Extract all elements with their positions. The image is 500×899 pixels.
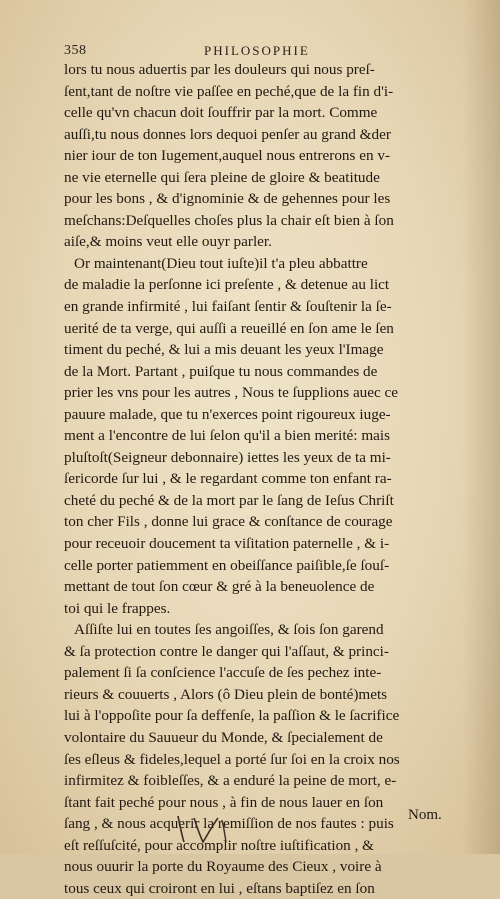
text-line: meſchans:Deſquelles choſes plus la chair eſt bien à ſon (64, 211, 394, 229)
text-line: pluſtoſt(Seigneur debonnaire) iettes les yeux de ta mi- (64, 448, 391, 466)
body-text (64, 59, 454, 899)
text-line: de maladie la perſonne ici preſente , & detenue au lict (64, 276, 390, 294)
text-line: en grande infirmité , lui faiſant ſentir & ſouſtenir la ſe- (64, 298, 392, 316)
text-line: mettant de tout ſon cœur & gré à la beneuolence de (64, 578, 375, 596)
text-line: pauure malade, que tu n'exerces point rigoureux iuge- (64, 405, 391, 423)
page-number: 358 (64, 43, 87, 58)
text-line: nous ouurir la porte du Royaume des Cieux , voire à (64, 858, 382, 876)
text-line: celle qu'vn chacun doit ſouffrir par la mort. Comme (64, 104, 378, 122)
text-line: aiſe,& moins veut elle ouyr parler. (64, 233, 272, 251)
text-line: ſent,tant de noſtre vie paſſee en peché,que de la fin d'i- (64, 82, 394, 100)
text-line: ne vie eternelle qui ſera pleine de gloire & beatitude (64, 168, 380, 186)
text-line: & ſa protection contre le danger qui l'aſſaut, & princi- (64, 642, 389, 660)
text-line: palement ſi ſa conſcience l'accuſe de ſes pechez inte- (64, 664, 382, 682)
text-line: eſt reſſuſcité, pour accomplir noſtre iuſtification , & (64, 836, 374, 854)
catchword: Nom. (408, 807, 442, 823)
signature-mark (170, 812, 240, 846)
text-line: Aſſiſte lui en toutes ſes angoiſſes, & ſois ſon garend (74, 621, 384, 639)
running-title: PHILOSOPHIE (204, 43, 310, 58)
gutter-shadow (462, 0, 500, 854)
text-line: rieurs & couuerts , Alors (ô Dieu plein de bonté)mets (64, 685, 388, 703)
text-line: ſang , & nous acquerir la remiſſion de nos fautes : puis (64, 815, 394, 833)
text-line: tous ceux qui croiront en lui , eſtans baptiſez en ſon (64, 879, 375, 897)
text-line: de la Mort. Partant , puiſque tu nous commandes de (64, 362, 378, 380)
text-line: pour les bons , & d'ignominie & de gehennes pour les (64, 190, 391, 208)
text-line: ton cher Fils , donne lui grace & conſtance de courage (64, 513, 393, 531)
text-line: volontaire du Sauueur du Monde, & ſpecialement de (64, 728, 383, 746)
text-line: ſericorde ſur lui , & le regardant comme ton enfant ra- (64, 470, 392, 488)
text-line: cheté du peché & de la mort par le ſang de Ieſus Chriſt (64, 491, 394, 509)
text-line: uerité de ta verge, qui auſſi a reueillé en ſon ame le ſen (64, 319, 394, 337)
text-line: lors tu nous aduertis par les douleurs qui nous preſ- (64, 61, 375, 78)
text-line: nier iour de ton Iugement,auquel nous entrerons en v- (64, 147, 391, 165)
text-line: auſſi,tu nous donnes lors dequoi penſer au grand &der (64, 125, 391, 143)
text-line: ment a l'encontre de lui ſelon qu'il a bien merité: mais (64, 427, 390, 445)
text-line: lui à l'oppoſite pour ſa deffenſe, la paſſion & le ſacrifice (64, 707, 400, 725)
text-line: celle porter patiemment en obeiſſance paiſible,ſe ſouſ- (64, 556, 390, 574)
text-line: Or maintenant(Dieu tout iuſte)il t'a pleu abbattre (74, 254, 368, 272)
text-line: infirmitez & foibleſſes, & a enduré la peine de mort, e- (64, 772, 397, 790)
text-line: prier les vns pour les autres , Nous te ſupplions auec ce (64, 384, 399, 402)
text-line: ſtant fait peché pour nous , à fin de nous lauer en ſon (64, 793, 384, 811)
text-line: ſes eſleus & fideles,lequel a porté ſur ſoi en la croix nos (64, 750, 400, 768)
text-line: timent du peché, & lui a mis deuant les yeux l'Image (64, 341, 384, 359)
text-line: toi qui le frappes. (64, 599, 171, 617)
text-line: pour receuoir doucement ta viſitation paternelle , & i- (64, 535, 390, 553)
